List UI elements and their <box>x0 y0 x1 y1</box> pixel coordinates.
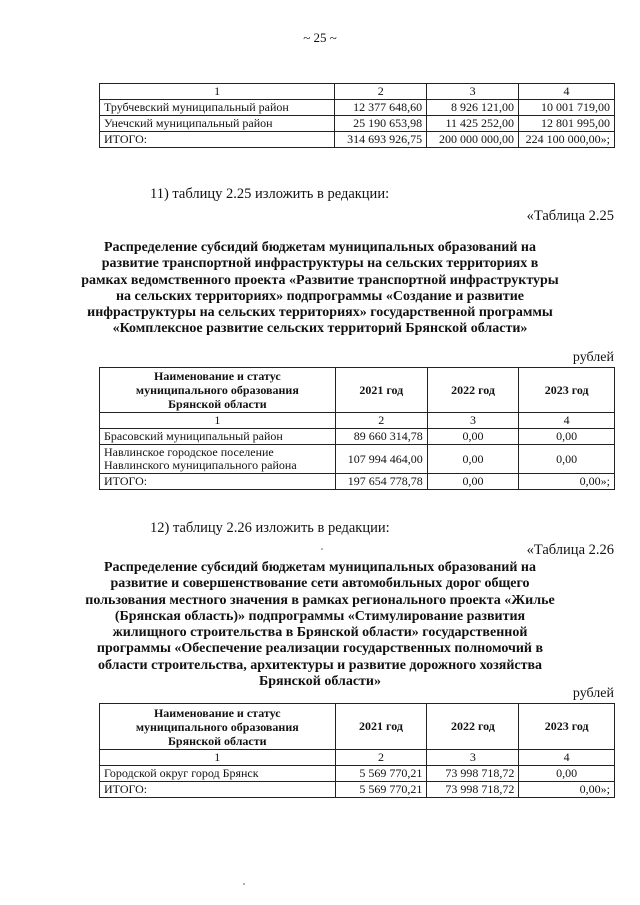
amount-2022: 73 998 718,72 <box>427 766 519 782</box>
municipality-name: Унечский муниципальный район <box>100 116 335 132</box>
amount-2021: 89 660 314,78 <box>335 429 427 445</box>
column-number-row <box>100 84 615 100</box>
amount-2021: 314 693 926,75 <box>335 132 427 148</box>
col-number: 1 <box>100 413 336 429</box>
amount-2022: 11 425 252,00 <box>427 116 519 132</box>
header-line: муниципального образования <box>135 719 299 734</box>
header-2023: 2023 год <box>519 368 615 413</box>
col-number: 3 <box>427 750 519 766</box>
header-2021: 2021 год <box>335 704 427 750</box>
name-line: Навлинское городское поселение <box>104 445 274 459</box>
header-line: Наименование и статус <box>154 369 281 383</box>
table-row <box>100 766 615 782</box>
column-number-row <box>100 413 615 429</box>
header-row <box>100 368 615 413</box>
heading-line: развитие транспортной инфраструктуры на сельских территориях в <box>101 256 539 272</box>
total-row <box>100 782 615 798</box>
amount-2023: 0,00 <box>519 445 615 474</box>
heading-line: области строительства, архитектуры и развитие дорожного хозяйства <box>97 657 543 673</box>
currency-unit: рублей <box>572 350 614 365</box>
instruction-12: 12) таблицу 2.26 изложить в редакции: <box>150 520 390 536</box>
col-number: 4 <box>519 750 615 766</box>
col-number: 3 <box>427 413 519 429</box>
amount-2022: 0,00 <box>427 445 519 474</box>
table-label-2-25: «Таблица 2.25 <box>526 208 614 224</box>
table-row <box>100 445 615 474</box>
header-2022: 2022 год <box>427 704 519 750</box>
heading-line: программы «Обеспечение реализации государственных полномочий в <box>96 641 544 657</box>
continuation-table <box>99 83 615 148</box>
header-line: Наименование и статус <box>153 705 281 720</box>
total-label: ИТОГО: <box>100 474 336 490</box>
amount-2022: 200 000 000,00 <box>427 132 519 148</box>
amount-2021: 5 569 770,21 <box>335 766 427 782</box>
heading-line: Брянской области» <box>258 674 381 690</box>
municipality-name <box>100 445 336 474</box>
table-label-2-26: «Таблица 2.26 <box>526 542 614 558</box>
municipality-name: Городской округ город Брянск <box>100 766 336 782</box>
amount-2021: 197 654 778,78 <box>335 474 427 490</box>
page-number: ~ 25 ~ <box>303 30 337 45</box>
col-number: 1 <box>100 84 335 100</box>
amount-2021: 12 377 648,60 <box>335 100 427 116</box>
header-line: Брянской области <box>167 733 267 748</box>
total-label: ИТОГО: <box>100 132 335 148</box>
table-2-25 <box>99 367 615 490</box>
heading-line: рамках ведомственного проекта «Развитие транспортной инфраструктуры <box>81 272 559 288</box>
name-line: Навлинского муниципального района <box>104 458 297 472</box>
amount-2023: 0,00»; <box>519 782 615 798</box>
heading-line: жилищного строительства в Брянской области» государственной <box>112 625 528 641</box>
amount-2023: 0,00»; <box>519 474 615 490</box>
table-row <box>100 116 615 132</box>
heading-line: Распределение субсидий бюджетам муниципальных образований на <box>104 560 536 575</box>
amount-2021: 107 994 464,00 <box>335 445 427 474</box>
column-number-row <box>100 750 615 766</box>
amount-2022: 73 998 718,72 <box>427 782 519 798</box>
header-municipality <box>100 704 336 750</box>
total-label: ИТОГО: <box>100 782 336 798</box>
amount-2021: 25 190 653,98 <box>335 116 427 132</box>
heading-line: на сельских территориях» подпрограммы «Создание и развитие <box>115 288 525 304</box>
heading-line: Распределение субсидий бюджетам муниципальных образований на <box>104 240 536 255</box>
municipality-name: Трубчевский муниципальный район <box>100 100 335 116</box>
header-municipality <box>100 368 336 413</box>
col-number: 4 <box>519 84 615 100</box>
header-2023: 2023 год <box>519 704 615 750</box>
header-row <box>100 704 615 750</box>
amount-2022: 8 926 121,00 <box>427 100 519 116</box>
instruction-11: 11) таблицу 2.25 изложить в редакции: <box>150 186 390 202</box>
col-number: 2 <box>335 413 427 429</box>
heading-line: «Комплексное развитие сельских территорий Брянской области» <box>112 321 528 337</box>
total-row <box>100 132 615 148</box>
municipality-name: Брасовский муниципальный район <box>100 429 336 445</box>
col-number: 2 <box>335 750 427 766</box>
table-heading-2-25 <box>80 240 560 338</box>
scan-speck <box>321 548 323 550</box>
scan-speck <box>243 883 245 885</box>
col-number: 1 <box>100 750 336 766</box>
amount-2021: 5 569 770,21 <box>335 782 427 798</box>
table-2-26 <box>99 703 615 798</box>
table-row <box>100 429 615 445</box>
amount-2023: 0,00 <box>519 429 615 445</box>
heading-line: развитие и совершенствование сети автомобильных дорог общего <box>110 576 530 592</box>
amount-2023: 12 801 995,00 <box>519 116 615 132</box>
amount-2023: 0,00 <box>519 766 615 782</box>
heading-line: (Брянская область)» подпрограммы «Стимулирование развития <box>114 608 526 624</box>
col-number: 2 <box>335 84 427 100</box>
amount-2023: 10 001 719,00 <box>519 100 615 116</box>
header-2022: 2022 год <box>427 368 519 413</box>
heading-line: пользования местного значения в рамках регионального проекта «Жилье <box>85 592 555 608</box>
amount-2022: 0,00 <box>427 474 519 490</box>
header-line: Брянской области <box>168 397 267 411</box>
table-row <box>100 100 615 116</box>
heading-line: инфраструктуры на сельских территориях» государственной программы <box>87 305 553 321</box>
total-row <box>100 474 615 490</box>
amount-2022: 0,00 <box>427 429 519 445</box>
amount-2023: 224 100 000,00»; <box>519 132 615 148</box>
table-heading-2-26 <box>80 560 560 690</box>
currency-unit: рублей <box>572 686 614 701</box>
header-line: муниципального образования <box>135 383 299 397</box>
col-number: 3 <box>427 84 519 100</box>
col-number: 4 <box>519 413 615 429</box>
header-2021: 2021 год <box>335 368 427 413</box>
